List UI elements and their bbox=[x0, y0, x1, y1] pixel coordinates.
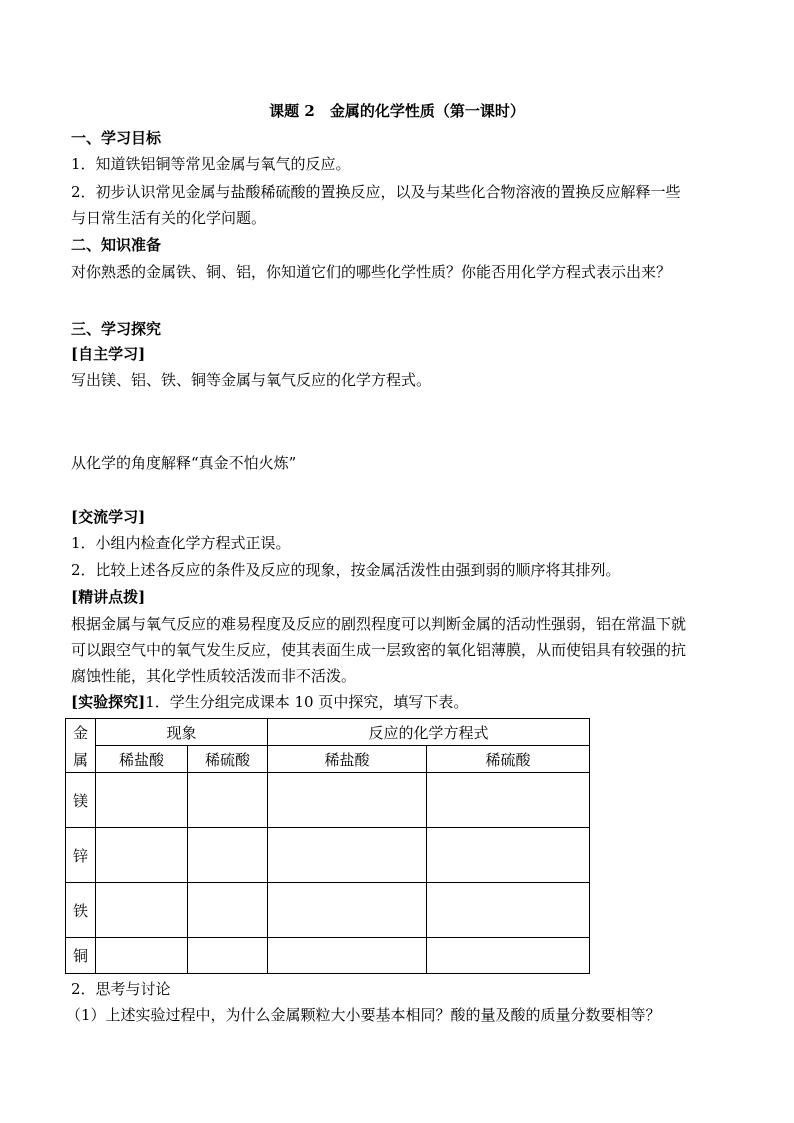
goal-item-2-line-2: 与日常生活有关的化学问题。 bbox=[71, 209, 267, 227]
blank-cell[interactable] bbox=[268, 938, 427, 974]
metal-cell-mg: 镁 bbox=[66, 773, 96, 828]
blank-cell[interactable] bbox=[268, 828, 427, 883]
phenomenon-hcl-header: 稀盐酸 bbox=[96, 746, 188, 773]
discussion-heading: 2．思考与讨论 bbox=[71, 980, 171, 998]
metal-header-top: 金 bbox=[72, 723, 88, 742]
blank-cell[interactable] bbox=[188, 883, 268, 938]
blank-cell[interactable] bbox=[96, 938, 188, 974]
blank-cell[interactable] bbox=[268, 883, 427, 938]
blank-cell[interactable] bbox=[427, 828, 590, 883]
equation-h2so4-header: 稀硫酸 bbox=[427, 746, 590, 773]
self-study-label: [自主学习] bbox=[71, 345, 146, 363]
experiment-text: 1．学生分组完成课本 10 页中探究，填写下表。 bbox=[145, 693, 469, 711]
blank-cell[interactable] bbox=[96, 828, 188, 883]
blank-cell[interactable] bbox=[96, 773, 188, 828]
exchange-label: [交流学习] bbox=[71, 508, 146, 526]
equation-header: 反应的化学方程式 bbox=[268, 719, 590, 746]
preparation-text: 对你熟悉的金属铁、铜、铝，你知道它们的哪些化学性质？你能否用化学方程式表示出来？ bbox=[71, 263, 672, 281]
explain-text: 从化学的角度解释“真金不怕火炼” bbox=[71, 454, 297, 472]
metal-cell-cu: 铜 bbox=[66, 938, 96, 974]
table-row bbox=[66, 828, 590, 883]
equation-hcl-header: 稀盐酸 bbox=[268, 746, 427, 773]
experiment-table bbox=[65, 718, 590, 974]
metal-cell-fe: 铁 bbox=[66, 883, 96, 938]
metal-header-bottom: 属 bbox=[72, 750, 88, 769]
section-heading-goals: 一、学习目标 bbox=[71, 129, 162, 147]
blank-cell[interactable] bbox=[427, 883, 590, 938]
section-heading-preparation: 二、知识准备 bbox=[71, 236, 162, 254]
blank-cell[interactable] bbox=[188, 828, 268, 883]
lecture-label: [精讲点拨] bbox=[71, 588, 146, 606]
lecture-line-2: 可以跟空气中的氧气发生反应，使其表面生成一层致密的氧化铝薄膜，从而使铝具有较强的抗 bbox=[71, 641, 687, 659]
page-title: 课题 2 金属的化学性质（第一课时） bbox=[269, 102, 525, 120]
lecture-line-1: 根据金属与氧气反应的难易程度及反应的剧烈程度可以判断金属的活动性强弱，铝在常温下就 bbox=[71, 615, 687, 633]
table-row bbox=[66, 883, 590, 938]
discussion-question-1: （1）上述实验过程中，为什么金属颗粒大小要基本相同？酸的量及酸的质量分数要相等？ bbox=[66, 1006, 661, 1024]
table-row bbox=[66, 938, 590, 974]
phenomenon-header: 现象 bbox=[96, 719, 268, 746]
blank-cell[interactable] bbox=[188, 938, 268, 974]
experiment-label: [实验探究] bbox=[71, 693, 146, 711]
exchange-item-1: 1．小组内检查化学方程式正误。 bbox=[71, 534, 291, 552]
goal-item-1: 1．知道铁铝铜等常见金属与氧气的反应。 bbox=[71, 155, 351, 173]
blank-cell[interactable] bbox=[188, 773, 268, 828]
self-study-text: 写出镁、铝、铁、铜等金属与氧气反应的化学方程式。 bbox=[71, 371, 432, 389]
metal-cell-zn: 锌 bbox=[66, 828, 96, 883]
table-row bbox=[66, 773, 590, 828]
section-heading-exploration: 三、学习探究 bbox=[71, 320, 162, 338]
blank-cell[interactable] bbox=[96, 883, 188, 938]
exchange-item-2: 2．比较上述各反应的条件及反应的现象，按金属活泼性由强到弱的顺序将其排列。 bbox=[71, 561, 621, 579]
experiment-line bbox=[71, 691, 731, 713]
blank-cell[interactable] bbox=[427, 938, 590, 974]
metal-header-cell bbox=[66, 719, 96, 773]
goal-item-2-line-1: 2．初步认识常见金属与盐酸稀硫酸的置换反应，以及与某些化合物溶液的置换反应解释一些 bbox=[71, 183, 681, 201]
phenomenon-h2so4-header: 稀硫酸 bbox=[188, 746, 268, 773]
blank-cell[interactable] bbox=[427, 773, 590, 828]
blank-cell[interactable] bbox=[268, 773, 427, 828]
lecture-line-3: 腐蚀性能，其化学性质较活泼而非不活泼。 bbox=[71, 667, 357, 685]
